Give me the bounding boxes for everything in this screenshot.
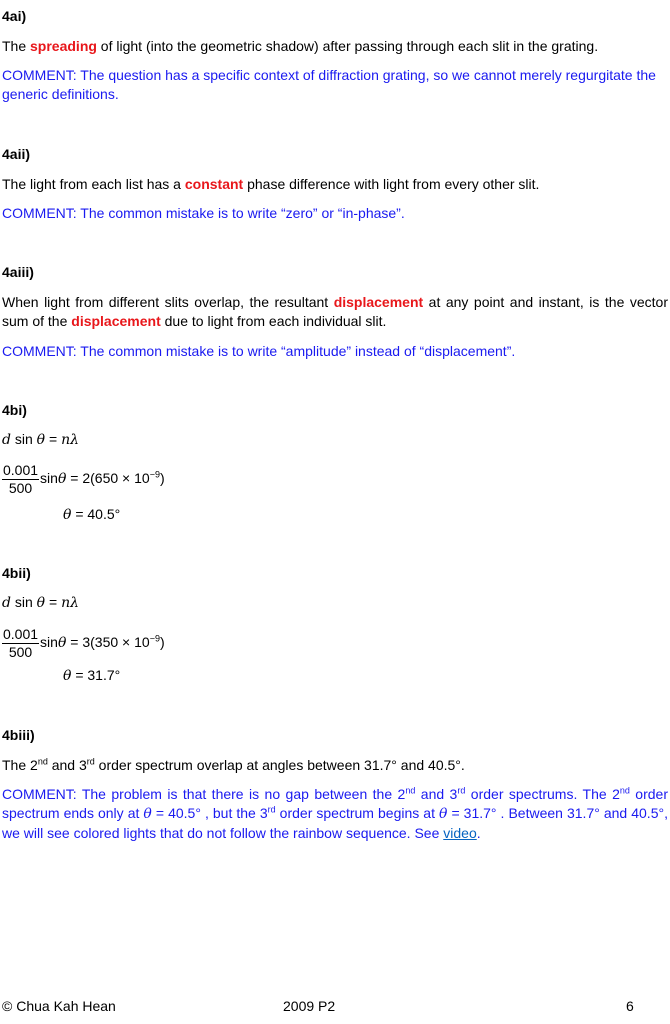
heading-4biii: 4biii) — [2, 727, 35, 743]
equation-grating: d sin θ = nλ — [2, 431, 79, 448]
heading-4aii: 4aii) — [2, 146, 31, 162]
footer-author: © Chua Kah Hean — [2, 998, 116, 1014]
comment-4ai: COMMENT: The question has a specific context of diffraction grating, so we cannot merely regurgitate the generic definitions. — [2, 67, 656, 102]
fraction: $\frac{0.001}{500}$ — [3, 462, 39, 496]
footer-paper: 2009 P2 — [283, 998, 336, 1014]
heading-4ai: 4ai) — [2, 8, 27, 24]
answer-4aii: The light from each list has a constant phase difference with light from every other slit. — [2, 176, 540, 192]
answer-4biii: The 2nd and 3rd order spectrum overlap at angles between 31.7° and 40.5°. — [2, 756, 465, 773]
keyword-displacement: displacement — [333, 294, 424, 310]
comment-4aii: COMMENT: The common mistake is to write “zero” or “in-phase”. — [2, 205, 405, 221]
answer-4ai: The spreading of light (into the geometric shadow) after passing through each slit in the grating. — [2, 38, 599, 54]
equation-grating: d sin θ = nλ — [2, 594, 79, 611]
keyword-displacement: displacement — [71, 313, 161, 329]
keyword-spreading: spreading — [30, 38, 97, 54]
fraction: $\frac{0.001}{500}$ — [3, 626, 39, 660]
answer-4aiii: When light from different slits overlap, the resultant displacement at any point and instant, is the vector sum of the displacement due to light from each individual slit. — [2, 294, 668, 329]
page-number: 6 — [626, 998, 634, 1014]
heading-4aiii: 4aiii) — [2, 264, 34, 280]
video-link[interactable]: video — [443, 825, 477, 841]
equation-substitution: $\frac{0.001}{500}$ $\sin\theta = 2(650 \times 10^{-9})$ — [3, 462, 165, 496]
comment-4aiii: COMMENT: The common mistake is to write “amplitude” instead of “displacement”. — [2, 343, 516, 359]
equation-substitution: $\frac{0.001}{500}$ $\sin\theta = 3(350 \times 10^{-9})$ — [3, 626, 165, 660]
comment-4biii: COMMENT: The problem is that there is no gap between the 2nd and 3rd order spectrums. The 2nd order spectrum ends only at θ = 40.5° , but the 3rd order spectrum begins at θ = 31.7° . Between 31.7° and 40.5°, we will see colored lights that do not follow the rainbow sequence. See video. — [2, 785, 668, 841]
equation-result: θ = 40.5° — [63, 506, 121, 523]
equation-result: θ = 31.7° — [63, 667, 121, 684]
heading-4bi: 4bi) — [2, 402, 27, 418]
heading-4bii: 4bii) — [2, 565, 31, 581]
keyword-constant: constant — [184, 176, 244, 192]
